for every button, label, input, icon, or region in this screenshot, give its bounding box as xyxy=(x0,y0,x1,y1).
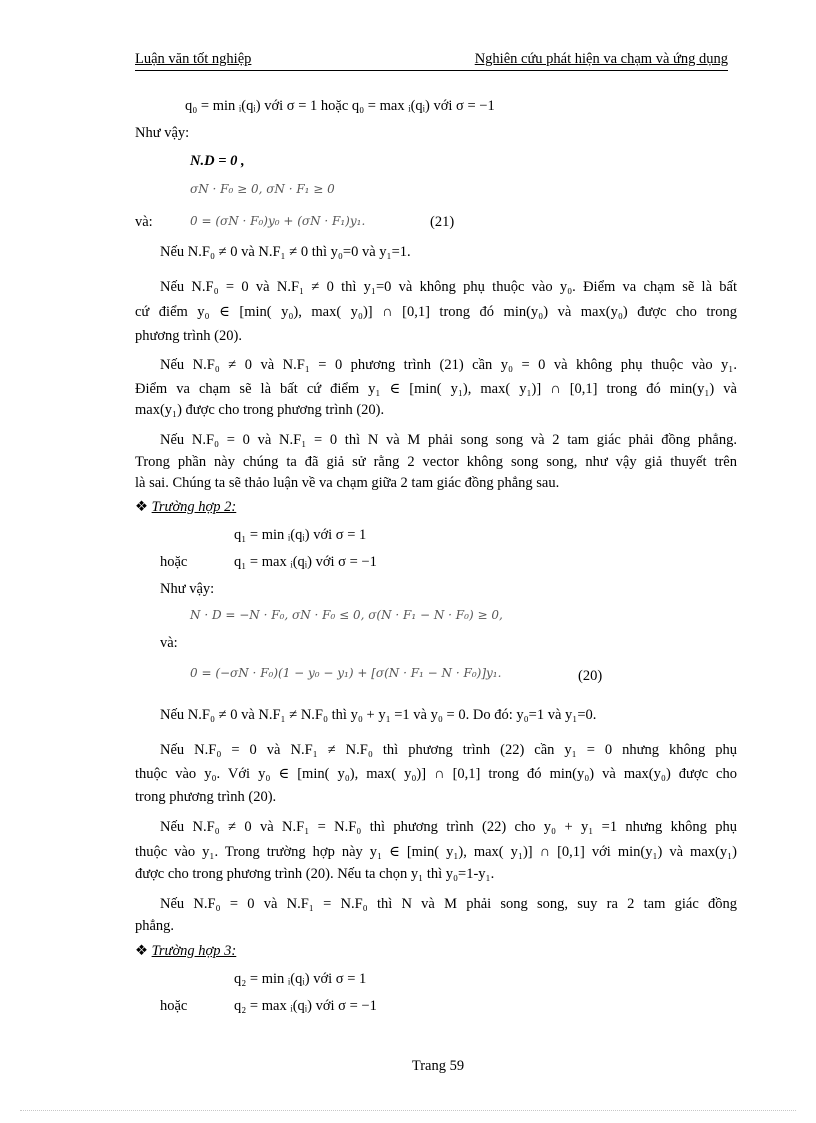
label-va: và: xyxy=(160,635,178,651)
header-left: Luận văn tốt nghiệp xyxy=(135,51,252,67)
formula-eq20: 0 = (−σN · F₀)(1 − y₀ − y₁) + [σ(N · F₁ − N · F₀)]y₁. xyxy=(190,666,502,680)
case-3-heading xyxy=(135,942,236,960)
paragraph-line: Nếu N.F₀ ≠ 0 và N.F₁ = N.F₀ thì phương trình (22) cho y₀ + y₁ =1 nhưng không phụ xyxy=(160,819,737,835)
paragraph-line: Nếu N.F₀ ≠ 0 và N.F₁ = 0 phương trình (21) cần y₀ = 0 và không phụ thuộc vào y₁. xyxy=(160,357,737,373)
label-va: và: xyxy=(135,214,153,230)
formula-ineq: σN · F₀ ≥ 0, σN · F₁ ≥ 0 xyxy=(190,182,335,196)
page-number: Trang 59 xyxy=(411,1058,465,1074)
label-hoac: hoặc xyxy=(160,998,188,1014)
formula-eq21: 0 = (σN · F₀)y₀ + (σN · F₁)y₁. xyxy=(190,214,366,228)
case-2-title: Trường hợp 2: xyxy=(151,499,237,515)
paragraph-line: phẳng. xyxy=(135,918,175,934)
paragraph-line: thuộc vào y₀. Với y₀ ∈ [min( y₀), max( y₀)] ∩ [0,1] trong đó min(y₀) và max(y₀) được cho xyxy=(135,766,737,782)
eq-number-20: (20) xyxy=(578,668,603,684)
paragraph-line: Nếu N.F₀ ≠ 0 và N.F₁ ≠ 0 thì y₀=0 và y₁=1. xyxy=(160,244,411,260)
page-header xyxy=(135,50,728,71)
formula-q0: q₀ = min ᵢ(qᵢ) với σ = 1 hoặc q₀ = max ᵢ(qᵢ) với σ = −1 xyxy=(185,98,495,114)
paragraph-line: cứ điểm y₀ ∈ [min( y₀), max( y₀)] ∩ [0,1] trong đó min(y₀) và max(y₀) được cho trong xyxy=(135,304,737,320)
paragraph-line: Nếu N.F₀ = 0 và N.F₁ ≠ N.F₀ thì phương trình (22) cần y₁ = 0 nhưng không phụ xyxy=(160,742,737,758)
paragraph-line: Trong phần này chúng ta đã giả sử rằng 2 vector không song song, như vậy giả thuyết trên xyxy=(135,454,737,470)
paragraph-line: Nếu N.F₀ = 0 và N.F₁ = N.F₀ thì N và M phải song song, suy ra 2 tam giác đồng xyxy=(160,896,737,912)
case-3-title: Trường hợp 3: xyxy=(151,943,237,959)
paragraph-line: max(y₁) được cho trong phương trình (20). xyxy=(135,402,385,418)
formula-q1-max: q₁ = max ᵢ(qᵢ) với σ = −1 xyxy=(234,554,377,570)
diamond-bullet-icon: ❖ xyxy=(135,499,148,515)
paragraph-line: phương trình (20). xyxy=(135,328,242,344)
header-right: Nghiên cứu phát hiện va chạm và ứng dụng xyxy=(474,51,728,67)
eq-number-21: (21) xyxy=(430,214,455,230)
text-nhu-vay: Như vậy: xyxy=(160,581,215,597)
page-divider xyxy=(20,1110,796,1111)
paragraph-line: Nếu N.F₀ ≠ 0 và N.F₁ ≠ N.F₀ thì y₀ + y₁ =1 và y₀ = 0. Do đó: y₀=1 và y₁=0. xyxy=(160,707,597,723)
paragraph-line: là sai. Chúng ta sẽ thảo luận về va chạm giữa 2 tam giác đồng phẳng sau. xyxy=(135,475,560,491)
text-nhu-vay: Như vậy: xyxy=(135,125,190,141)
formula-q1-min: q₁ = min ᵢ(qᵢ) với σ = 1 xyxy=(234,527,367,543)
case-2-heading xyxy=(135,498,236,516)
paragraph-line: Nếu N.F₀ = 0 và N.F₁ = 0 thì N và M phải song song và 2 tam giác phải đồng phẳng. xyxy=(160,432,737,448)
paragraph-line: được cho trong phương trình (20). Nếu ta chọn y₁ thì y₀=1-y₁. xyxy=(135,866,495,882)
paragraph-line: Nếu N.F₀ = 0 và N.F₁ ≠ 0 thì y₁=0 và không phụ thuộc vào y₀. Điểm va chạm sẽ là bất xyxy=(160,279,737,295)
formula-nd: N.D = 0 , xyxy=(190,153,245,169)
label-hoac: hoặc xyxy=(160,554,188,570)
formula-q2-max: q₂ = max ᵢ(qᵢ) với σ = −1 xyxy=(234,998,377,1014)
paragraph-line: trong phương trình (20). xyxy=(135,789,277,805)
paragraph-line: Điểm va chạm sẽ là bất cứ điểm y₁ ∈ [min( y₁), max( y₁)] ∩ [0,1] trong đó min(y₁) và xyxy=(135,381,737,397)
paragraph-line: thuộc vào y₁. Trong trường hợp này y₁ ∈ [min( y₁), max( y₁)] ∩ [0,1] với min(y₁) và max(y₁) xyxy=(135,844,737,860)
formula-q2-min: q₂ = min ᵢ(qᵢ) với σ = 1 xyxy=(234,971,367,987)
formula-nd-2: N · D = −N · F₀, σN · F₀ ≤ 0, σ(N · F₁ − N · F₀) ≥ 0, xyxy=(190,608,503,622)
diamond-bullet-icon: ❖ xyxy=(135,943,148,959)
